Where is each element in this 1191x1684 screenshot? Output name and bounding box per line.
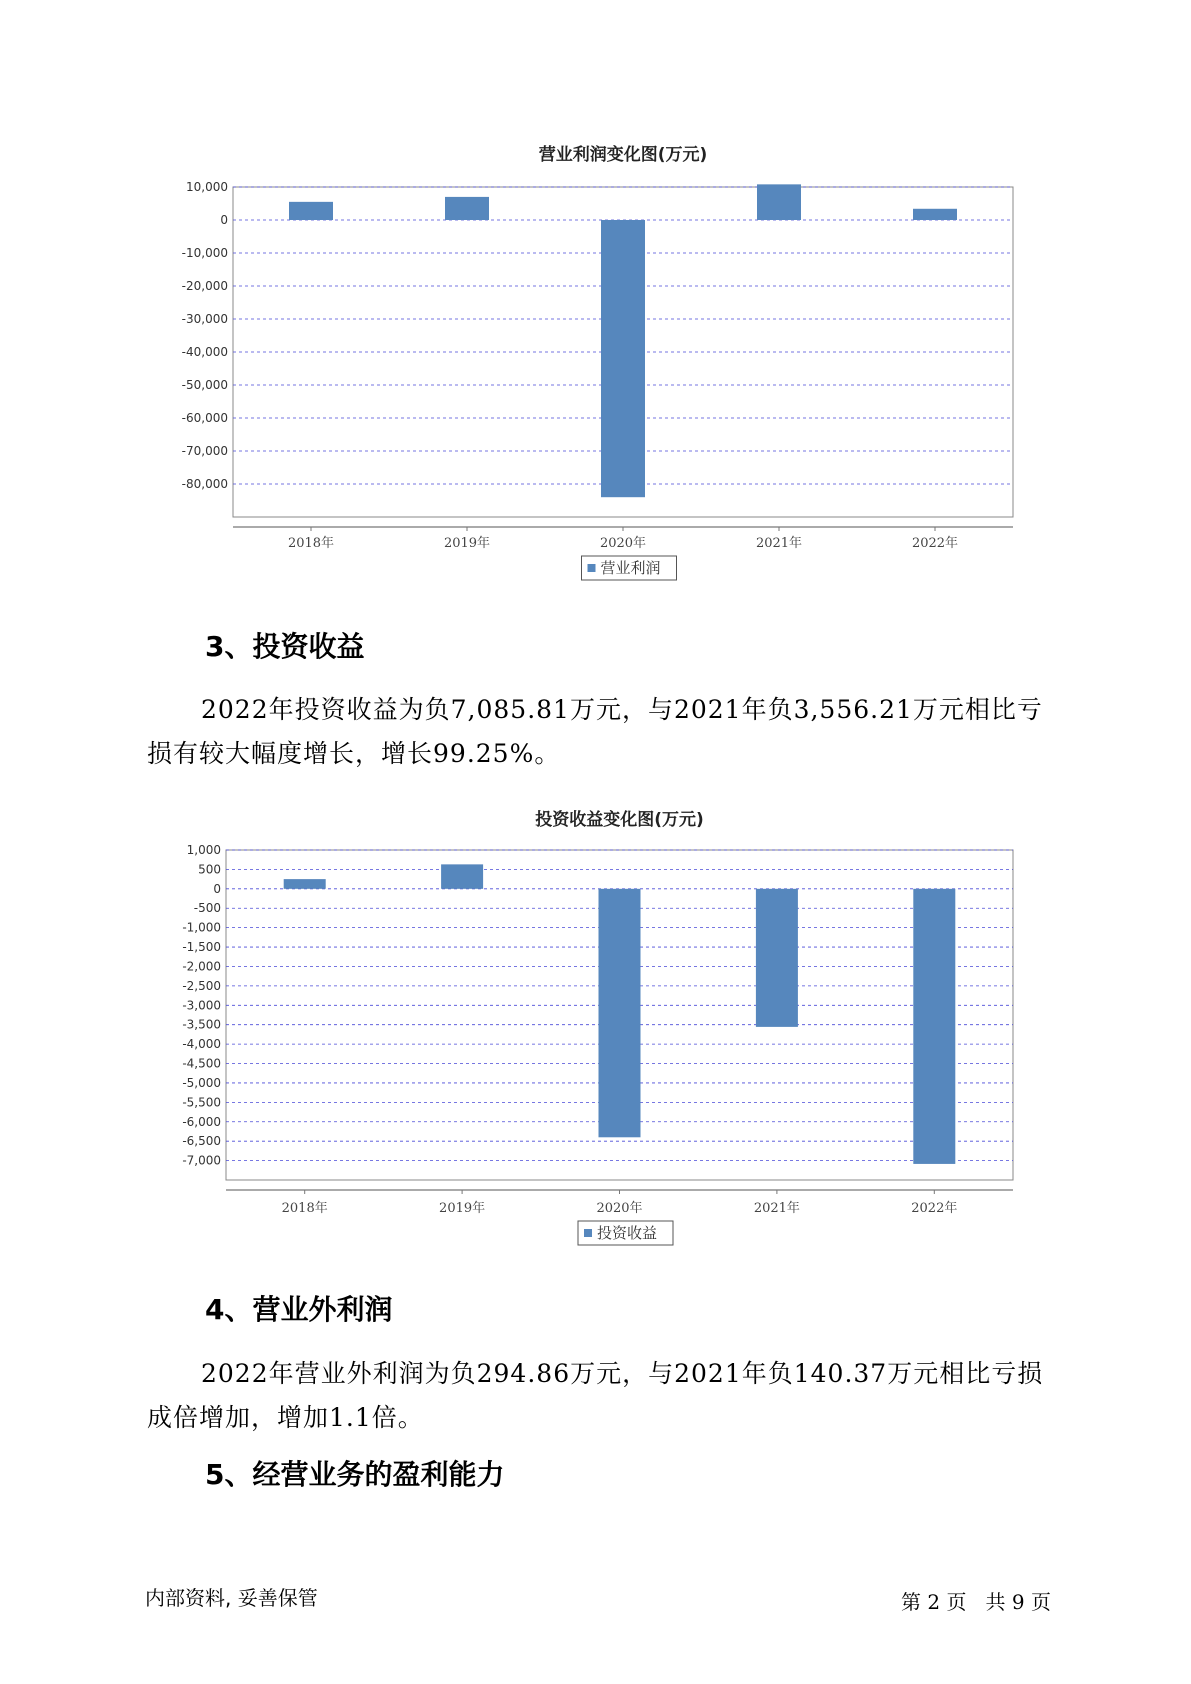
y-tick-label: -60,000	[181, 411, 228, 425]
y-tick-label: -80,000	[181, 477, 228, 491]
paragraph-non-operating-profit: 2022年营业外利润为负294.86万元，与2021年负140.37万元相比亏损成倍增加，增加1.1倍。	[147, 1359, 1044, 1432]
y-tick-label: -20,000	[181, 279, 228, 293]
x-tick-label: 2021年	[755, 536, 803, 551]
bar-2018年	[289, 202, 333, 220]
x-tick-label: 2019年	[443, 536, 491, 551]
y-tick-label: -6,000	[182, 1114, 221, 1129]
y-tick-label: -500	[193, 901, 221, 916]
y-tick-label: -10,000	[181, 246, 228, 260]
y-tick-label: -30,000	[181, 312, 228, 326]
y-tick-label: -2,500	[182, 978, 221, 993]
y-tick-label: 1,000	[186, 843, 221, 857]
y-tick-label: 0	[220, 213, 228, 227]
bar-2019年	[445, 197, 489, 220]
legend-label: 投资收益	[597, 1224, 658, 1242]
x-tick-label: 2020年	[599, 536, 647, 551]
legend-swatch	[588, 564, 596, 572]
x-tick-label: 2019年	[439, 1201, 486, 1216]
x-tick-label: 2020年	[596, 1201, 643, 1216]
y-tick-label: -3,000	[182, 998, 221, 1013]
y-tick-label: -7,000	[182, 1153, 221, 1168]
paragraph-investment-income: 2022年投资收益为负7,085.81万元，与2021年负3,556.21万元相比亏损有较大幅度增长，增长99.25%。	[147, 695, 1043, 768]
y-tick-label: 10,000	[186, 180, 228, 194]
investment-income-chart	[0, 795, 1191, 1265]
y-tick-label: -40,000	[181, 345, 228, 359]
x-tick-label: 2018年	[281, 1201, 328, 1216]
footer-confidential-note: 内部资料, 妥善保管	[145, 1586, 318, 1610]
chart-title: 营业利润变化图(万元)	[538, 145, 708, 165]
bar-2021年	[757, 184, 801, 220]
y-tick-label: -5,000	[182, 1075, 221, 1090]
y-tick-label: -50,000	[181, 378, 228, 392]
operating-profit-chart	[0, 130, 1191, 600]
x-tick-label: 2022年	[911, 536, 959, 551]
y-tick-label: 500	[198, 862, 221, 877]
y-tick-label: -4,000	[182, 1037, 221, 1052]
investment-income-chart-svg	[0, 795, 1191, 1265]
x-tick-label: 2021年	[753, 1201, 800, 1216]
x-tick-label: 2022年	[911, 1201, 958, 1216]
y-tick-label: -3,500	[182, 1017, 221, 1032]
section-heading-non-operating-profit: 4、营业外利润	[205, 1293, 393, 1326]
bar-2020年	[599, 889, 641, 1137]
y-tick-label: -2,000	[182, 959, 221, 974]
operating-profit-chart-svg	[0, 130, 1191, 600]
section-heading-profitability: 5、经营业务的盈利能力	[205, 1458, 505, 1491]
legend	[582, 556, 677, 580]
legend-label: 营业利润	[600, 559, 661, 577]
y-tick-label: 0	[213, 881, 221, 896]
legend	[578, 1221, 673, 1245]
y-tick-label: -5,500	[182, 1095, 221, 1110]
chart-title: 投资收益变化图(万元)	[535, 810, 704, 830]
bar-2018年	[284, 879, 326, 889]
bar-2021年	[756, 889, 798, 1027]
bar-2020年	[601, 220, 645, 497]
bar-2019年	[441, 864, 483, 888]
legend-swatch	[584, 1229, 592, 1237]
y-tick-label: -1,000	[182, 920, 221, 935]
y-tick-label: -6,500	[182, 1134, 221, 1149]
bar-2022年	[913, 209, 957, 220]
footer-page-number: 第 2 页 共 9 页	[901, 1590, 1051, 1614]
x-tick-label: 2018年	[287, 536, 335, 551]
y-tick-label: -70,000	[181, 444, 228, 458]
section-heading-investment-income: 3、投资收益	[205, 630, 365, 663]
bar-2022年	[913, 889, 955, 1164]
y-tick-label: -4,500	[182, 1056, 221, 1071]
y-tick-label: -1,500	[182, 940, 221, 955]
